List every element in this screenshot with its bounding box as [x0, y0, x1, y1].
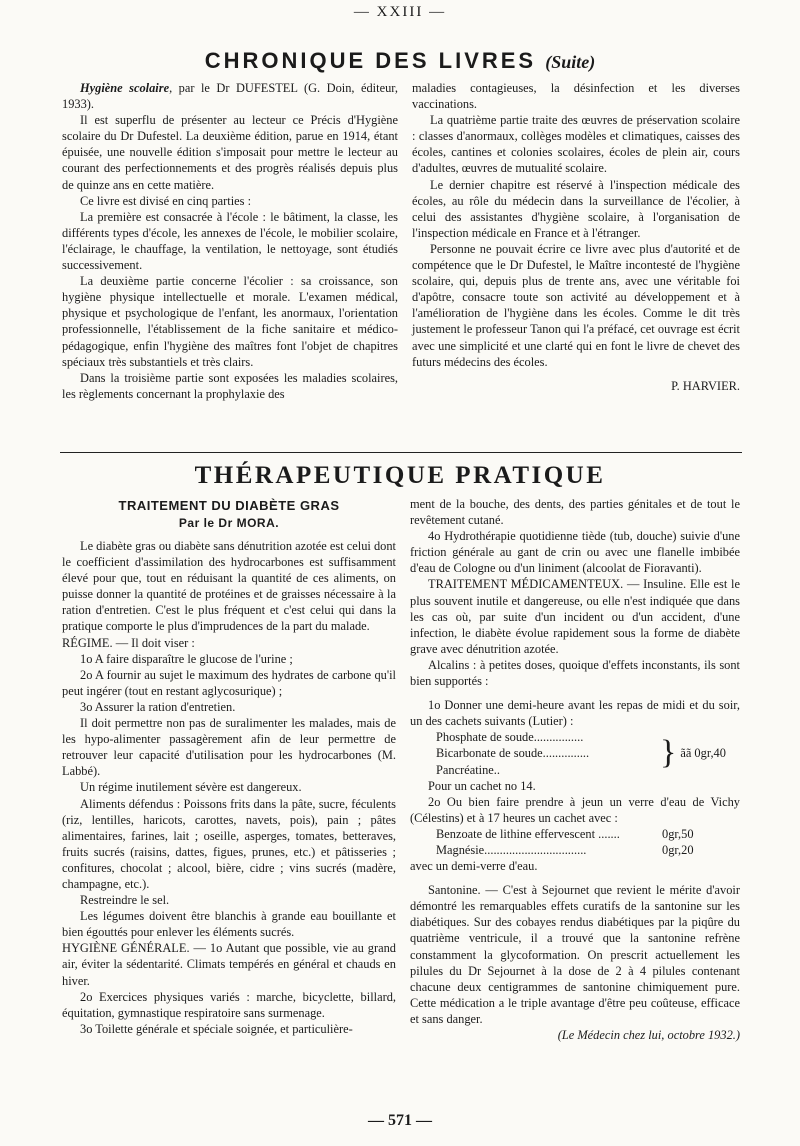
review-paragraph: Personne ne pouvait écrire ce livre avec plus d'autorité et de compétence que le Dr Dufestel, le Maître incontesté de l'hygiène scolaire, qui, depuis plus de trente ans, avec une véritable foi d'apôtre, consacre toute son activité au développement et à l'amélioration de l'hygiène dans les écoles. Comme le dit très justement le professeur Tanon qui l'a préfacé, cet ouvrage est écrit avec une simplicité et une clarté qui en font le livre de chevet des futurs médecins des écoles. [412, 241, 740, 369]
article-paragraph: RÉGIME. — Il doit viser : [62, 635, 195, 650]
review-paragraph: Le dernier chapitre est réservé à l'inspection médicale des écoles, au rôle du médecin dans la surveillance de l'écolier, à celui des assistantes d'hygiène scolaire, à l'organisation de l'inspection médicale en France et à l'étranger. [412, 177, 740, 240]
article-byline: Par le Dr MORA. [178, 516, 280, 530]
vichy-item-name: Magnésie................................. [436, 842, 587, 857]
article-paragraph: Les légumes doivent être blanchis à grande eau bouillante et bien égouttés pour enlever les éléments sucrés. [62, 909, 396, 940]
article-paragraph: 1o A faire disparaître le glucose de l'urine ; [80, 651, 293, 666]
section-title: CHRONIQUE DES LIVRES [204, 48, 537, 73]
section-divider [60, 452, 742, 453]
article-paragraph: TRAITEMENT MÉDICAMENTEUX. — Insuline. Elle est le plus souvent inutile et dangereuse, ou elle n'est indiquée que dans les cas où, par suite d'un incident ou d'un accident, d'une infection, le diabète évolue rapidement sous la forme de diabète grave avec dénutrition azotée. [410, 577, 740, 656]
page-number: — 571 — [368, 1112, 432, 1129]
vichy-item [410, 842, 740, 858]
article-paragraph: Alcalins : à petites doses, quoique d'effets inconstants, ils sont bien supportés : [410, 657, 740, 689]
article-paragraph: ment de la bouche, des dents, des parties génitales et de tout le revêtement cutané. [410, 497, 740, 528]
brace: } [660, 734, 677, 772]
article-paragraph: Aliments défendus : Poissons frits dans la pâte, sucre, féculents (riz, lentilles, haricots, carottes, navets, pois), pain ; pâtes alimentaires, farines, lait ; oseille, asperges, tomates, betteraves, fruits sucrés (raisins, dattes, figues, prunes, etc.) et pâtisseries ; confitures, chocolat ; alcool, bière, cidre ; vins sucrés (madère, champagne, etc.). [62, 796, 396, 891]
article-paragraph: HYGIÈNE GÉNÉRALE. — 1o Autant que possible, vie au grand air, éviter la sédentarité. Climats tempérés en général et chauds en hiver. [62, 941, 396, 988]
review-column-right [412, 80, 740, 394]
vichy-item [410, 826, 740, 842]
review-paragraph: La quatrième partie traite des œuvres de préservation scolaire : classes d'anormaux, collèges modèles et climatiques, caisses des écoles, cantines et colonies scolaires, écoles de plein air, cours d'adultes, œuvres de mutualité scolaire. [412, 113, 740, 176]
review-paragraph: maladies contagieuses, la désinfection et les diverses vaccinations. [412, 81, 740, 112]
article-column-right [410, 496, 740, 1043]
review-paragraph: Il est superflu de présenter au lecteur ce Précis d'Hygiène scolaire du Dr Dufestel. La deuxième édition, parue en 1914, étant épuisée, une nouvelle édition s'imposait pour mettre le lecteur au courant des perfectionnements et des progrès réalisés depuis plus de quinze ans en cette matière. [62, 113, 398, 192]
article-paragraph: Le diabète gras ou diabète sans dénutrition azotée est celui dont le coefficient d'assimilation des hydrocarbones est suffisamment élevé pour que, tout en réduisant la quantité de ces aliments, on puisse donner la quantité de protéines et de graisses nécessaire à la ration d'entretien. C'est le plus fréquent et c'est celui qui dans la pratique comporte le plus d'imprudences de la part du malade. [62, 539, 396, 634]
article-column-left [62, 538, 396, 1037]
cachet-item: Bicarbonate de soude............... [436, 746, 590, 761]
article-title: TRAITEMENT DU DIABÈTE GRAS [118, 498, 340, 513]
page-number-roman: — XXIII — [353, 4, 447, 20]
article-paragraph: Il doit permettre non pas de suralimenter les malades, mais de les hypo-alimenter passagèrement afin de leur permettre de retrouver leur capacité d'utilisation pour les hydrocarbones (M. Labbé). [62, 716, 396, 779]
vichy-outro: avec un demi-verre d'eau. [410, 859, 538, 874]
book-title: Hygiène scolaire [80, 81, 170, 95]
cachet-item: Phosphate de soude................ [436, 730, 584, 745]
santonine-paragraph: Santonine. — C'est à Sejournet que revient le mérite d'avoir démontré les remarquables effets curatifs de la santonine sur les diabétiques. Sur des cobayes rendus diabétiques par la piqûre du quatrième ventricule, il a trouvé que la santonine refrène constamment la glycoformation. On prescrit actuellement les pilules du Dr Sejournet à la dose de 2 à 4 pilules contenant chacune deux centigrammes de santonine chimiquement pure. Cette médication a le triple avantage d'être peu coûteuse, efficace et sans danger. [410, 883, 740, 1026]
article-paragraph: 3o Toilette générale et spéciale soignée, et particulière- [80, 1021, 353, 1036]
article-paragraph: 4o Hydrothérapie quotidienne tiède (tub, douche) suivie d'une friction générale au gant de crin ou avec une flanelle imbibée d'eau de Cologne ou d'un liniment (alcoolat de Fioravanti). [410, 529, 740, 576]
review-signature: P. HARVIER. [671, 378, 740, 393]
cachet-count: Pour un cachet no 14. [428, 778, 536, 793]
article-paragraph: 1o Donner une demi-heure avant les repas de midi et du soir, un des cachets suivants (Lutier) : [410, 698, 740, 729]
article-paragraph: 3o Assurer la ration d'entretien. [80, 699, 236, 714]
vichy-item-dose: 0gr,50 [662, 826, 694, 841]
article-reference: (Le Médecin chez lui, octobre 1932.) [557, 1028, 740, 1042]
review-paragraph: Ce livre est divisé en cinq parties : [80, 193, 252, 208]
book-author: , par le Dr DUFESTEL (G. Doin, éditeur, 1933). [62, 81, 398, 112]
cachet-dose: ãã 0gr,40 [680, 746, 726, 761]
cachet-item: Pancréatine.. [436, 762, 500, 777]
article-paragraph: 2o Exercices physiques variés : marche, bicyclette, billard, équitation, gymnastique respiratoire sans surmenage. [62, 989, 396, 1020]
section-suffix: (Suite) [545, 52, 596, 72]
review-paragraph: Dans la troisième partie sont exposées les maladies scolaires, les règlements concernant la prophylaxie des [62, 370, 398, 401]
article-paragraph: Un régime inutilement sévère est dangereux. [80, 780, 302, 795]
vichy-item-name: Benzoate de lithine effervescent ....... [436, 826, 620, 841]
review-paragraph: La première est consacrée à l'école : le bâtiment, la classe, les différents types d'école, les annexes de l'école, le mobilier scolaire, l'éclairage, le chauffage, la ventilation, le nettoyage, sont étudiés successivement. [62, 209, 398, 273]
section-heading-therapeutique: THÉRAPEUTIQUE PRATIQUE [194, 462, 606, 489]
cachet-formula [410, 729, 740, 777]
article-paragraph: Restreindre le sel. [80, 893, 170, 908]
review-paragraph: La deuxième partie concerne l'écolier : sa croissance, son hygiène physique intellectuelle et morale. L'examen médical, physique et psychologique de l'enfant, les anormaux, l'orientation professionnelle, l'établissement de la fiche sanitaire et médico-pédagogique, enfin l'hygiène des maîtres font l'objet de chapitres spéciaux très substantiels et très clairs. [62, 274, 398, 369]
vichy-intro: 2o Ou bien faire prendre à jeun un verre d'eau de Vichy (Célestins) et à 17 heures un cachet avec : [410, 794, 740, 825]
article-paragraph: 2o A fournir au sujet le maximum des hydrates de carbone qu'il peut ingérer (tout en restant aglycosurique) ; [62, 667, 396, 698]
section-heading-chronique [0, 48, 800, 74]
review-column-left [62, 80, 398, 402]
vichy-item-dose: 0gr,20 [662, 842, 694, 857]
